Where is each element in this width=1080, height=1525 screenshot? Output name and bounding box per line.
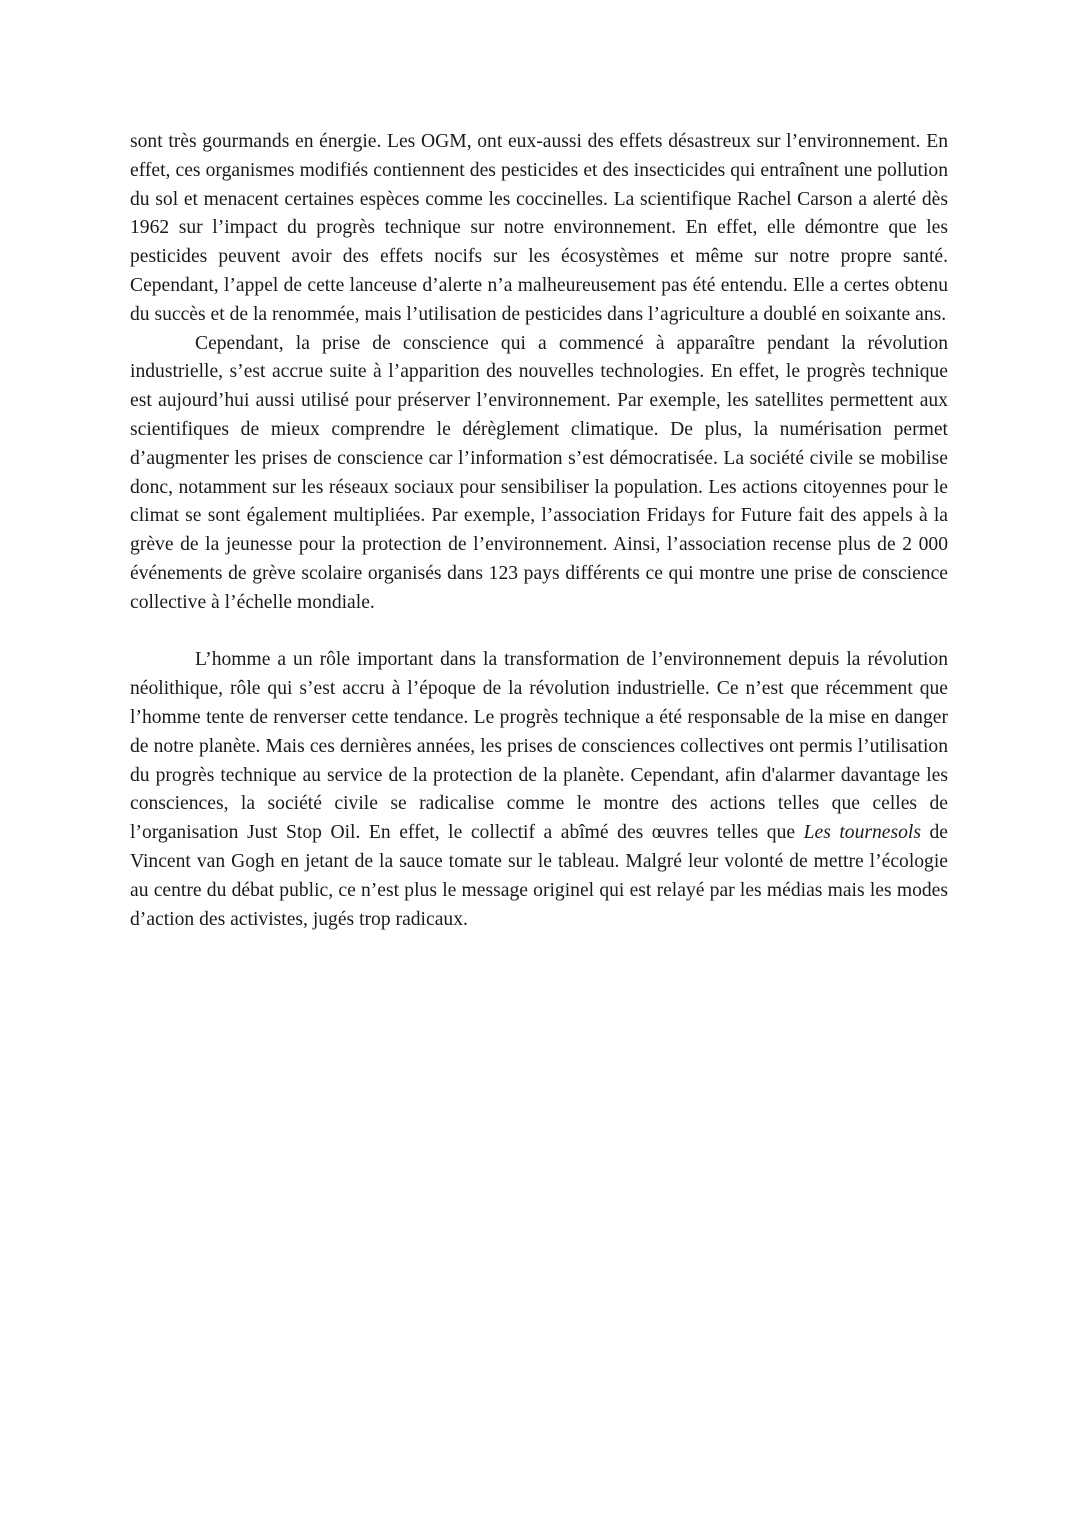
paragraph-continuation: sont très gourmands en énergie. Les OGM, ont eux-aussi des effets désastreux sur l’environnement. En effet, ces organismes modifiés contiennent des pesticides et des insecticides qui entraînent une pollution du sol et menacent certaines espèces comme les coccinelles. La scientifique Rachel Carson a alerté dès 1962 sur l’impact du progrès technique sur notre environnement. En effet, elle démontre que les pesticides peuvent avoir des effets nocifs sur les écosystèmes et même sur notre propre santé. Cependant, l’appel de cette lanceuse d’alerte n’a malheureusement pas été entendu. Elle a certes obtenu du succès et de la renommée, mais l’utilisation de pesticides dans l’agriculture a doublé en soixante ans. [130, 131, 948, 325]
artwork-title: Les tournesols [803, 822, 921, 844]
conclusion-text-end: de Vincent van Gogh en jetant de la sauce tomate sur le tableau. Malgré leur volonté de mettre l’écologie au centre du débat public, ce n’est plus le message originel qui est relayé par les médias mais les modes d’action des activistes, jugés trop radicaux. [130, 822, 948, 930]
paragraph-awareness: Cependant, la prise de conscience qui a commencé à apparaître pendant la révolution industrielle, s’est accrue suite à l’apparition des nouvelles technologies. En effet, le progrès technique est aujourd’hui aussi utilisé pour préserver l’environnement. Par exemple, les satellites permettent aux scientifiques de mieux comprendre le dérèglement climatique. De plus, la numérisation permet d’augmenter les prises de conscience car l’information s’est démocratisée. La société civile se mobilise donc, notamment sur les réseaux sociaux pour sensibiliser la population. Les actions citoyennes pour le climat se sont également multipliées. Par exemple, l’association Fridays for Future fait des appels à la grève de la jeunesse pour la protection de l’environnement. Ainsi, l’association recense plus de 2 000 événements de grève scolaire organisés dans 123 pays différents ce qui montre une prise de conscience collective à l’échelle mondiale. [130, 332, 948, 613]
document-body [130, 128, 948, 934]
conclusion-text-start: L’homme a un rôle important dans la transformation de l’environnement depuis la révolution néolithique, rôle qui s’est accru à l’époque de la révolution industrielle. Ce n’est que récemment que l’homme tente de renverser cette tendance. Le progrès technique a été responsable de la mise en danger de notre planète. Mais ces dernières années, les prises de consciences collectives ont permis l’utilisation du progrès technique au service de la protection de la planète. Cependant, afin d'alarmer davantage les consciences, la société civile se radicalise comme le montre des actions telles que celles de l’organisation Just Stop Oil. En effet, le collectif a abîmé des œuvres telles que [130, 649, 948, 844]
paragraph-conclusion [130, 646, 948, 934]
